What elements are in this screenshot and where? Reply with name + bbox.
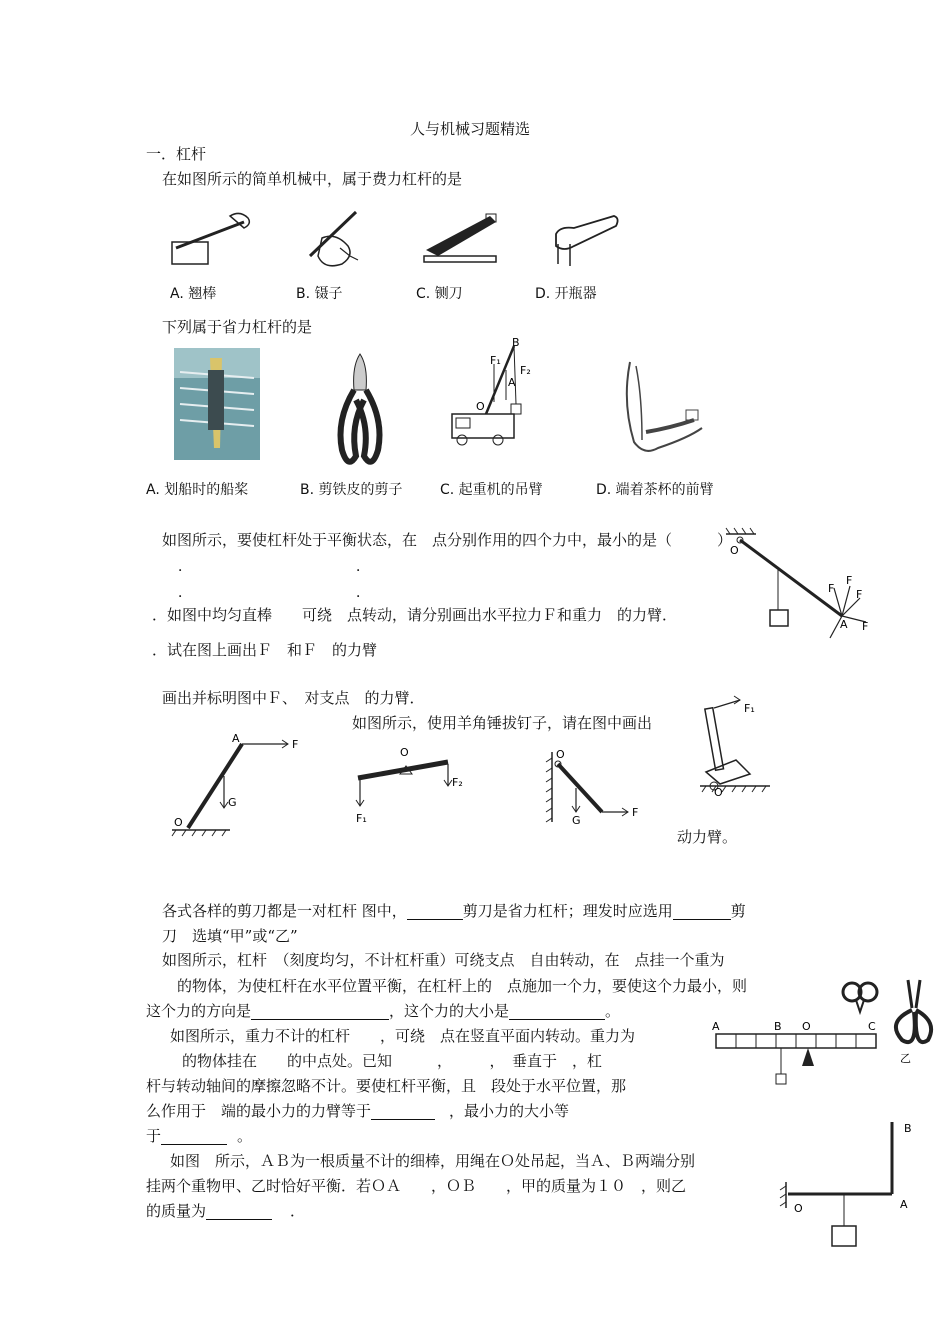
q3-option-dot[interactable]: ． <box>178 585 192 601</box>
q9-line4 <box>146 1102 569 1120</box>
q9-text-d: 。 <box>237 1127 253 1145</box>
crane-label-f1: F₁ <box>490 354 501 367</box>
q7-line2: 刀 选填“甲”或“乙” <box>162 927 298 945</box>
q2-option-d[interactable]: D. 端着茶杯的前臂 <box>596 482 714 498</box>
rod-label-a: A <box>232 732 240 745</box>
bottle-opener-figure <box>550 214 620 270</box>
q2-option-b[interactable]: B. 剪铁皮的剪子 <box>300 482 403 498</box>
hammer-label-f1: F₁ <box>744 702 755 715</box>
q2-option-c[interactable]: C. 起重机的吊臂 <box>440 482 543 498</box>
q7-blank-2[interactable] <box>673 905 731 920</box>
q7-line1 <box>162 902 746 920</box>
q8-blank-magnitude[interactable] <box>509 1005 605 1020</box>
bent-rod-figure <box>778 1118 928 1258</box>
q1-prompt: 在如图所示的简单机械中，属于费力杠杆的是 <box>162 170 463 188</box>
bent-label-b: B <box>904 1122 912 1135</box>
q6-hammer-prompt: 如图所示，使用羊角锤拔钉子，请在图中画出 <box>352 714 653 732</box>
lever-label-o: O <box>802 1020 811 1033</box>
q3-option-dot[interactable]: ． <box>356 585 370 601</box>
tweezers-figure <box>300 208 380 270</box>
q9-line1: 如图所示，重力不计的杠杆 ，可绕 点在竖直平面内转动。重力为 <box>170 1027 636 1045</box>
q9-line3: 杆与转动轴间的摩擦忽略不计。要使杠杆平衡，且 段处于水平位置，那 <box>146 1077 627 1095</box>
q3-label-f: F <box>862 620 869 633</box>
q3-label-f: F <box>856 588 863 601</box>
rod-label-f: F <box>292 738 299 751</box>
q3-label-f: F <box>828 582 835 595</box>
wall-label-o: O <box>556 748 565 761</box>
crane-figure <box>446 336 536 450</box>
q9-text-b: ，最小力的大小等 <box>449 1102 570 1120</box>
lever-label-a: A <box>712 1020 720 1033</box>
page-title: 人与机械习题精选 <box>410 120 531 138</box>
q8-line1: 如图所示，杠杆 （刻度均匀，不计杠杆重）可绕支点 自由转动，在 点挂一个重为 <box>162 951 725 969</box>
q1-option-c[interactable]: C. 铡刀 <box>416 286 463 302</box>
q3-label-f: F <box>846 574 853 587</box>
q9-line5 <box>146 1127 252 1145</box>
pry-bar-figure <box>168 210 258 270</box>
crane-label-o: O <box>476 400 485 413</box>
q3-option-dot[interactable]: ． <box>356 559 370 575</box>
bent-label-a: A <box>900 1198 908 1211</box>
q8-line2: 的物体，为使杠杆在水平位置平衡，在杠杆上的 点施加一个力，要使这个力最小，则 <box>162 977 748 995</box>
q1-option-d[interactable]: D. 开瓶器 <box>535 286 597 302</box>
section-heading: 一．杠杆 <box>146 145 207 163</box>
guillotine-figure <box>420 212 500 264</box>
wall-label-g: G <box>572 814 581 827</box>
q8-line3 <box>146 1002 620 1020</box>
q2-prompt: 下列属于省力杠杆的是 <box>162 318 313 336</box>
q8-text-b: ，这个力的大小是 <box>389 1002 510 1020</box>
q9-text-a: 么作用于 端的最小力的力臂等于 <box>146 1102 372 1120</box>
q3-label-a: A <box>840 618 848 631</box>
q10-text-a: 的质量为 <box>146 1202 207 1220</box>
crane-label-a: A <box>508 376 516 389</box>
crane-label-b: B <box>512 336 520 349</box>
lever-label-c: C <box>868 1020 876 1033</box>
wall-label-f: F <box>632 806 639 819</box>
crane-label-f2: F₂ <box>520 364 531 377</box>
forearm-figure <box>616 356 708 460</box>
lever-label-b: B <box>774 1020 782 1033</box>
q6-prompt: 画出并标明图中Ｆ、 对支点 的力臂． <box>162 689 425 707</box>
q7-blank-1[interactable] <box>407 905 463 920</box>
q3-label-o: O <box>730 544 739 557</box>
rowing-photo <box>174 348 260 460</box>
q3-option-dot[interactable]: ． <box>178 559 192 575</box>
q3-prompt: 如图所示，要使杠杆处于平衡状态，在 点分别作用的四个力中，最小的是（ ） <box>162 531 733 549</box>
q8-text-a: 这个力的方向是 <box>146 1002 252 1020</box>
q9-blank-arm[interactable] <box>371 1105 435 1120</box>
q10-line1: 如图 所示，ＡＢ为一根质量不计的细棒，用绳在Ｏ处吊起，当Ａ、Ｂ两端分别 <box>170 1152 696 1170</box>
q2-option-a[interactable]: A. 划船时的船桨 <box>146 482 249 498</box>
q3-lever-figure <box>726 528 876 652</box>
q7-text-c: 剪 <box>730 902 746 920</box>
hammer-label-o: O <box>714 786 723 799</box>
q9-text-c: 于 <box>146 1127 162 1145</box>
q7-text-b: 剪刀是省力杠杆；理发时应选用 <box>462 902 673 920</box>
claw-hammer-figure <box>700 698 780 798</box>
q8-blank-direction[interactable] <box>251 1005 389 1020</box>
q9-line2: 的物体挂在 的中点处。已知 ， ， 垂直于 ，杠 <box>182 1052 603 1070</box>
q5-prompt: ．试在图上画出Ｆ 和Ｆ 的力臂 <box>152 641 378 659</box>
q10-text-b: ． <box>290 1202 306 1220</box>
scissors-label-yi: 乙 <box>900 1052 911 1065</box>
q8-text-c: 。 <box>605 1002 621 1020</box>
balance-label-o: O <box>400 746 409 759</box>
tin-snips-figure <box>332 350 388 474</box>
balance-lever-figure <box>352 744 472 828</box>
q1-option-b[interactable]: B. 镊子 <box>296 286 343 302</box>
q9-blank-force[interactable] <box>161 1130 227 1145</box>
q4-prompt: ．如图中均匀直棒 可绕 点转动，请分别画出水平拉力Ｆ和重力 的力臂． <box>152 606 678 624</box>
graduated-lever-figure <box>710 1018 890 1092</box>
q10-blank-mass[interactable] <box>206 1205 272 1220</box>
rod-label-o: O <box>174 816 183 829</box>
wall-rod-figure <box>546 748 646 828</box>
q10-line2: 挂两个重物甲、乙时恰好平衡．若ＯＡ ，ＯＢ ，甲的质量为１０ ，则乙 <box>146 1177 687 1195</box>
rod-label-g: G <box>228 796 237 809</box>
balance-label-f2: F₂ <box>452 776 463 789</box>
bent-label-o: O <box>794 1202 803 1215</box>
q7-text-a: 各式各样的剪刀都是一对杠杆 图中， <box>162 902 407 920</box>
balance-label-f1: F₁ <box>356 812 367 825</box>
inclined-rod-figure <box>172 732 302 836</box>
q10-line3 <box>146 1202 305 1220</box>
q6-hammer-tail: 动力臂。 <box>677 828 738 846</box>
q1-option-a[interactable]: A. 翘棒 <box>170 286 217 302</box>
